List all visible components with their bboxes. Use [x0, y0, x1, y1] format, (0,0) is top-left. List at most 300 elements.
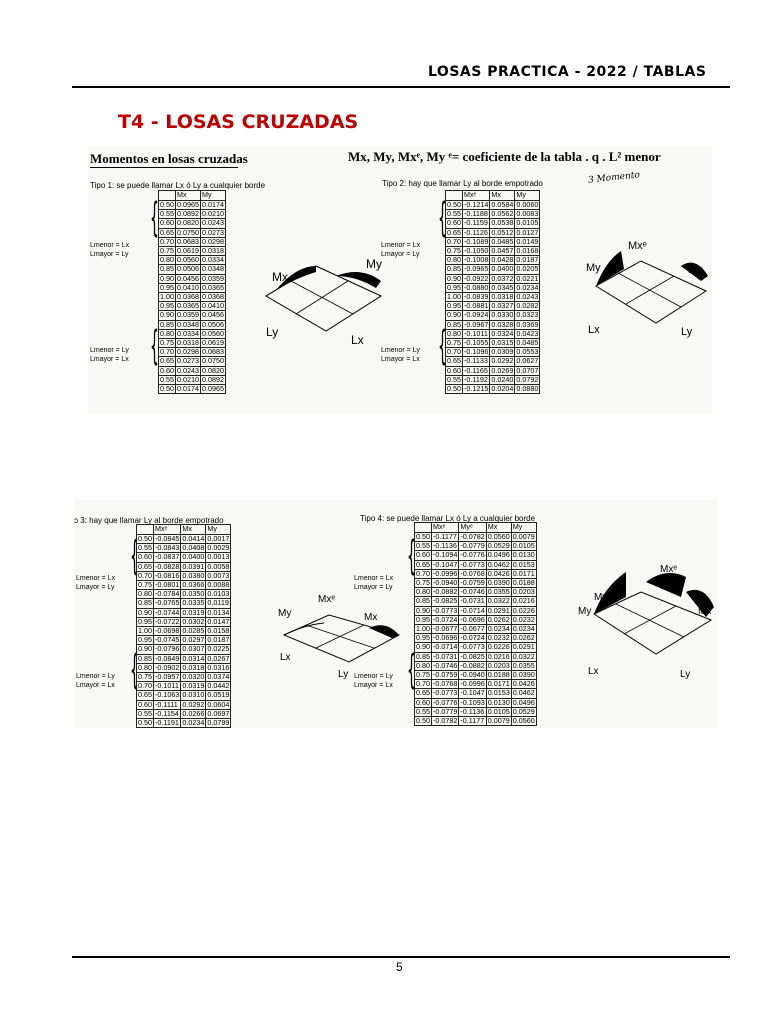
table-cell: 0.0243 — [177, 365, 199, 375]
scan-heading: Momentos en losas cruzadas — [90, 151, 248, 166]
ly-label: Ly — [680, 669, 691, 680]
table-cell: 0.0105 — [487, 706, 510, 716]
table-cell: 0.0400 — [491, 264, 514, 274]
table-row — [159, 320, 226, 329]
table-cell: 0.0683 — [201, 347, 224, 357]
table-cell: 1.00 — [138, 626, 152, 636]
table-cell: 0.0232 — [487, 633, 510, 643]
table-cell: 0.0060 — [516, 200, 539, 209]
table-cell: 0.0560 — [487, 532, 510, 541]
table-cell: 0.65 — [447, 227, 461, 237]
table-cell: 0.0423 — [516, 328, 539, 338]
table-cell: -0.1154 — [154, 709, 181, 718]
table-cell: 0.50 — [416, 532, 430, 541]
table-cell: 0.0079 — [512, 532, 535, 541]
table-cell: 0.0683 — [177, 236, 199, 246]
table-row — [446, 366, 540, 375]
table-cell: -0.0768 — [460, 568, 485, 578]
table-cell: -0.0746 — [433, 660, 458, 670]
tipo3-table-wrap — [136, 524, 231, 728]
table-cell: 0.65 — [416, 559, 430, 569]
table-cell: 0.0428 — [491, 255, 514, 265]
table-cell: -0.1093 — [460, 697, 485, 707]
table-cell: 0.80 — [447, 328, 461, 338]
table-cell: 0.0188 — [512, 578, 535, 588]
lx-label: Lx — [351, 333, 364, 347]
table-cell: 0.0372 — [491, 273, 514, 283]
table-cell: 0.95 — [416, 614, 430, 624]
table-cell: 0.60 — [160, 218, 174, 228]
tipo1-label-a: Lmenor = Lx Lmayor = Ly — [90, 242, 130, 258]
table-cell: 0.0316 — [207, 662, 230, 672]
table-cell: -0.0902 — [155, 662, 180, 672]
table-cell: 0.50 — [416, 716, 430, 726]
table-cell: 0.0506 — [177, 264, 199, 274]
table-cell: 0.90 — [447, 273, 461, 283]
table-cell: 0.55 — [160, 374, 174, 384]
table-row — [415, 717, 537, 726]
table-cell: 0.0153 — [512, 559, 535, 569]
table-cell: 0.85 — [447, 264, 461, 274]
table-cell: 0.0359 — [201, 273, 224, 283]
table-cell: 0.0327 — [491, 301, 514, 311]
table-cell: 0.0310 — [182, 690, 205, 700]
table-cell: 0.95 — [160, 282, 174, 292]
table-cell: 0.0119 — [206, 599, 231, 608]
table-cell: 0.0083 — [516, 209, 539, 219]
table-cell: -0.0996 — [460, 679, 485, 689]
table-cell: -0.0784 — [155, 589, 180, 599]
table-cell: -0.0759 — [433, 670, 458, 680]
tipo1-table — [158, 190, 226, 394]
table-cell: 0.0350 — [182, 589, 205, 599]
table-cell: 0.0174 — [177, 384, 199, 394]
table-cell: -0.0922 — [464, 273, 489, 283]
table-cell: -0.1192 — [463, 375, 490, 384]
table-cell: 0.85 — [447, 319, 461, 329]
table-cell: -0.0967 — [464, 319, 489, 329]
table-cell: 0.90 — [447, 310, 461, 320]
mye-label: Myᵉ — [594, 592, 612, 603]
table-cell: -0.0849 — [155, 653, 180, 663]
page-number: 5 — [396, 960, 403, 974]
table-cell: 0.0234 — [512, 624, 535, 634]
table-cell: -0.0776 — [433, 697, 458, 707]
table-cell: 0.60 — [416, 697, 430, 707]
table-cell: 0.90 — [160, 310, 174, 320]
table-cell: 0.0538 — [491, 218, 514, 228]
tipo2-label: Tipo 2: hay que llamar Ly al borde empotrado — [382, 179, 543, 188]
table-cell: 0.0365 — [177, 301, 199, 311]
table-cell: -0.0776 — [460, 550, 485, 560]
table-cell: 0.0328 — [491, 319, 514, 329]
table-cell: 0.0225 — [207, 644, 230, 654]
table-cell: -0.1215 — [464, 384, 489, 394]
table-cell: 0.0058 — [207, 561, 230, 571]
table-cell: 0.55 — [160, 209, 174, 219]
table-cell: -0.0696 — [460, 614, 485, 624]
table-cell: 0.0234 — [182, 718, 205, 728]
table-cell: 0.0267 — [207, 653, 230, 663]
lx-label: Lx — [588, 324, 600, 336]
table-cell: -0.1055 — [464, 338, 489, 348]
table-cell: 0.0232 — [512, 614, 535, 624]
lx-label: Lx — [588, 666, 599, 677]
brace: { — [130, 647, 139, 693]
table-cell: 0.95 — [416, 633, 430, 643]
table-cell: 0.85 — [138, 598, 152, 608]
table-cell: 0.0426 — [487, 568, 510, 578]
table-row — [415, 606, 537, 615]
mxe-label: Mxᵉ — [660, 564, 678, 575]
table-cell: 0.0529 — [512, 706, 535, 716]
tipo1-table-wrap — [158, 190, 226, 394]
table-cell: -0.1096 — [464, 347, 489, 357]
table-cell: 0.0088 — [207, 580, 230, 590]
table-cell: 0.0820 — [177, 218, 199, 228]
table-cell: 0.0456 — [201, 310, 224, 320]
table-cell: 0.85 — [160, 319, 174, 329]
table-cell: 0.70 — [416, 568, 430, 578]
my-label: My — [366, 257, 382, 271]
table-row — [415, 643, 537, 652]
table-row — [137, 645, 231, 654]
table-cell: 0.70 — [160, 347, 174, 357]
table-cell: 0.0456 — [177, 273, 199, 283]
tipo3-slab-diagram — [274, 590, 404, 680]
tipo3-table — [136, 524, 231, 728]
table-cell: 0.0221 — [516, 273, 539, 283]
table-cell: 0.75 — [447, 246, 461, 256]
table-cell: 0.0462 — [487, 559, 510, 569]
table-cell: 0.0273 — [177, 356, 199, 366]
table-cell: -0.1011 — [463, 329, 490, 338]
table-cell: 0.0334 — [177, 328, 199, 338]
tipo2-table-wrap — [445, 190, 540, 394]
table-cell: 0.0187 — [207, 635, 230, 645]
table-row — [137, 553, 231, 562]
table-cell: 0.0707 — [516, 365, 539, 375]
table-cell: -0.0924 — [464, 310, 489, 320]
handwritten-note: 3 Momento — [587, 170, 641, 186]
table-cell: -0.0940 — [433, 578, 458, 588]
table-row — [446, 320, 540, 329]
table-cell: 0.0792 — [516, 374, 539, 384]
table-row — [415, 597, 537, 606]
table-cell: 0.0130 — [487, 697, 510, 707]
table-cell: 0.0292 — [491, 356, 514, 366]
table-cell: 0.0017 — [207, 534, 230, 543]
table-cell: 0.80 — [138, 662, 152, 672]
table-cell: 0.0408 — [182, 543, 205, 553]
table-cell: 0.0529 — [487, 541, 510, 551]
table-cell: -0.1159 — [463, 219, 490, 228]
table-cell: 0.0234 — [516, 282, 539, 292]
table-cell: -0.0839 — [464, 292, 489, 302]
table-cell: 0.95 — [138, 616, 152, 626]
table-cell: 0.0366 — [182, 580, 205, 590]
table-cell: 0.0226 — [512, 605, 535, 615]
table-cell: 0.0335 — [182, 598, 205, 608]
column-header: My — [206, 525, 231, 535]
table-cell: 0.0345 — [491, 282, 514, 292]
table-cell: -0.0782 — [460, 532, 485, 541]
coefficient-formula: Mx, My, Mxᵉ, My ᵉ= coeficiente de la tabla . q . L² menor — [348, 149, 661, 164]
table-cell: 0.65 — [416, 688, 430, 698]
table-cell: 0.0965 — [201, 384, 224, 394]
table-cell: 1.00 — [160, 292, 174, 302]
table-cell: -0.1136 — [432, 542, 459, 551]
brace: { — [130, 533, 139, 579]
table-cell: -0.0965 — [464, 264, 489, 274]
table-cell: -0.0677 — [433, 624, 458, 634]
table-cell: -0.0837 — [155, 552, 180, 562]
ly-label: Ly — [681, 326, 693, 338]
table-cell: 0.0750 — [201, 356, 224, 366]
table-cell: 0.0584 — [491, 200, 514, 209]
tipo1-label: Tipo 1: se puede llamar Lx ó Ly a cualquier borde — [90, 181, 266, 190]
table-cell: 0.0750 — [177, 227, 199, 237]
table-cell: 0.0414 — [182, 534, 205, 543]
table-cell: 0.0323 — [516, 310, 539, 320]
table-cell: 0.60 — [160, 365, 174, 375]
table-cell: -0.1011 — [154, 682, 181, 691]
table-cell: -0.0773 — [433, 688, 458, 698]
table-cell: 0.0234 — [487, 624, 510, 634]
table-cell: 0.0560 — [201, 328, 224, 338]
table-cell: 0.0262 — [512, 633, 535, 643]
table-cell: -0.1111 — [154, 700, 181, 709]
table-cell: 0.0880 — [516, 384, 539, 394]
table-cell: -0.0996 — [433, 568, 458, 578]
table-cell: 0.65 — [447, 356, 461, 366]
table-row — [159, 357, 226, 366]
table-cell: 0.0391 — [182, 561, 205, 571]
table-cell: 0.0174 — [201, 200, 224, 209]
table-cell: 0.90 — [160, 273, 174, 283]
table-cell: 0.0519 — [207, 690, 230, 700]
table-cell: 0.0562 — [491, 209, 514, 219]
table-cell: 0.0013 — [207, 552, 230, 562]
table-cell: 0.0334 — [201, 255, 224, 265]
table-cell: 0.0282 — [516, 301, 539, 311]
table-cell: 0.0560 — [177, 255, 199, 265]
table-cell: 0.90 — [138, 607, 152, 617]
column-header: Mxᵉ — [432, 523, 459, 533]
table-cell: 0.55 — [447, 209, 461, 219]
table-row — [446, 265, 540, 274]
table-cell: -0.0746 — [460, 587, 485, 597]
column-header — [137, 525, 154, 535]
table-cell: -0.0765 — [155, 598, 180, 608]
table-cell: 0.0171 — [487, 679, 510, 689]
table-cell: 0.75 — [447, 338, 461, 348]
table-cell: 0.0319 — [182, 681, 205, 691]
table-cell: -0.0731 — [433, 651, 458, 661]
table-cell: 0.95 — [160, 301, 174, 311]
table-cell: 0.50 — [447, 384, 461, 394]
table-cell: -0.1165 — [463, 366, 490, 375]
table-row — [415, 698, 537, 707]
table-cell: 0.0324 — [491, 328, 514, 338]
table-cell: 1.00 — [447, 292, 461, 302]
table-cell: 0.60 — [416, 550, 430, 560]
table-cell: -0.0759 — [460, 578, 485, 588]
table-cell: 0.0105 — [516, 218, 539, 228]
table-cell: 0.0496 — [512, 697, 535, 707]
mx-label: Mx — [272, 270, 288, 284]
table-cell: -0.1047 — [460, 688, 485, 698]
table-cell: 0.0168 — [516, 246, 539, 256]
table-cell: 0.0319 — [182, 607, 205, 617]
column-header: Mx — [490, 191, 515, 201]
table-cell: 0.0368 — [201, 292, 224, 302]
table-cell: 0.0314 — [182, 653, 205, 663]
mx-label: Mx — [698, 606, 712, 617]
table-cell: 0.0297 — [182, 635, 205, 645]
table-cell: 0.0188 — [487, 670, 510, 680]
table-cell: 0.0348 — [201, 264, 224, 274]
table-cell: 0.0442 — [207, 681, 230, 691]
table-row — [137, 562, 231, 571]
table-cell: 0.55 — [416, 706, 430, 716]
table-cell: -0.0882 — [460, 660, 485, 670]
table-cell: 0.65 — [138, 690, 152, 700]
table-cell: 0.0369 — [516, 319, 539, 329]
brace: { — [407, 533, 416, 579]
table-cell: 0.80 — [160, 328, 174, 338]
table-cell: -0.0825 — [433, 596, 458, 606]
table-cell: 0.50 — [138, 718, 152, 728]
table-cell: -0.0768 — [433, 679, 458, 689]
table-cell: 0.85 — [416, 651, 430, 661]
column-header: Mx — [181, 525, 206, 535]
table-cell: -0.0773 — [460, 559, 485, 569]
scanned-table-image-1 — [88, 146, 712, 414]
table-cell: 0.0204 — [491, 384, 514, 394]
table-row — [159, 228, 226, 237]
mx-label: Mx — [688, 264, 703, 276]
table-cell: 0.70 — [447, 347, 461, 357]
table-cell: 0.70 — [138, 570, 152, 580]
table-cell: 0.0273 — [201, 227, 224, 237]
table-cell: 0.0105 — [512, 541, 535, 551]
table-cell: -0.0801 — [155, 580, 180, 590]
table-cell: 0.0187 — [516, 255, 539, 265]
table-cell: 0.0410 — [177, 282, 199, 292]
table-cell: 0.70 — [138, 681, 152, 691]
table-row — [159, 274, 226, 283]
table-cell: 0.0365 — [201, 282, 224, 292]
tipo1-label-b: Lmenor = Ly Lmayor = Lx — [90, 347, 129, 363]
table-cell: 0.80 — [416, 587, 430, 597]
table-row — [415, 652, 537, 661]
lx-label: Lx — [280, 652, 291, 663]
table-row — [159, 265, 226, 274]
table-cell: -0.1136 — [459, 707, 486, 716]
table-cell: 0.0243 — [516, 292, 539, 302]
mxe-label: Mxᵉ — [318, 594, 336, 605]
table-cell: 0.50 — [138, 534, 152, 543]
table-cell: -0.0880 — [464, 282, 489, 292]
table-cell: 0.95 — [447, 301, 461, 311]
table-row — [446, 274, 540, 283]
column-header: Myᵉ — [459, 523, 486, 533]
table-cell: 0.0216 — [512, 596, 535, 606]
table-cell: 0.0322 — [487, 596, 510, 606]
table-row — [446, 357, 540, 366]
table-cell: 0.0374 — [207, 672, 230, 682]
table-cell: 0.0210 — [177, 374, 199, 384]
mx-label: Mx — [364, 612, 378, 623]
table-cell: -0.0843 — [155, 543, 180, 553]
tipo2-label-a: Lmenor = Lx Lmayor = Ly — [381, 242, 421, 258]
table-cell: -0.0882 — [433, 587, 458, 597]
table-cell: -0.1050 — [464, 246, 489, 256]
table-cell: 0.0315 — [491, 338, 514, 348]
table-cell: 0.50 — [447, 200, 461, 209]
table-cell: 0.0426 — [512, 679, 535, 689]
table-cell: -0.0696 — [433, 633, 458, 643]
table-cell: -0.0773 — [433, 605, 458, 615]
table-cell: -0.0773 — [460, 642, 485, 652]
table-cell: 0.0457 — [491, 246, 514, 256]
table-cell: 0.0485 — [516, 338, 539, 348]
table-cell: 0.60 — [447, 218, 461, 228]
column-header — [159, 191, 176, 201]
column-header: My — [511, 523, 536, 533]
table-cell: 0.0291 — [512, 642, 535, 652]
table-cell: -0.0698 — [155, 626, 180, 636]
table-cell: 0.85 — [160, 264, 174, 274]
table-cell: 0.0269 — [491, 365, 514, 375]
table-cell: 0.0799 — [207, 718, 230, 728]
table-cell: -0.0722 — [155, 616, 180, 626]
table-cell: 0.0298 — [177, 347, 199, 357]
table-cell: 0.0210 — [201, 209, 224, 219]
table-cell: 0.0820 — [201, 365, 224, 375]
table-cell: 0.0410 — [201, 301, 224, 311]
table-cell: 0.0130 — [512, 550, 535, 560]
table-cell: 0.0153 — [487, 688, 510, 698]
table-cell: 0.55 — [447, 374, 461, 384]
table-cell: 0.0127 — [516, 227, 539, 237]
table-cell: 0.90 — [138, 644, 152, 654]
table-cell: -0.0779 — [433, 706, 458, 716]
table-cell: 0.70 — [447, 236, 461, 246]
brace: { — [438, 323, 447, 369]
table-cell: 0.0355 — [487, 587, 510, 597]
table-cell: -0.0724 — [460, 633, 485, 643]
table-cell: 0.80 — [138, 589, 152, 599]
table-cell: 0.0318 — [177, 338, 199, 348]
table-cell: -0.1047 — [433, 559, 458, 569]
column-header — [446, 191, 463, 201]
table-row — [446, 219, 540, 228]
table-row — [159, 219, 226, 228]
table-cell: 0.0134 — [207, 607, 230, 617]
table-cell: 0.0171 — [512, 568, 535, 578]
table-cell: -0.0881 — [464, 301, 489, 311]
table-cell: -0.0940 — [460, 670, 485, 680]
table-cell: 1.00 — [416, 624, 430, 634]
table-cell: 0.75 — [160, 338, 174, 348]
table-cell: 0.0147 — [207, 616, 230, 626]
table-cell: 0.90 — [416, 605, 430, 615]
table-cell: -0.0745 — [155, 635, 180, 645]
brace: { — [407, 647, 416, 693]
ly-label: Ly — [338, 669, 349, 680]
